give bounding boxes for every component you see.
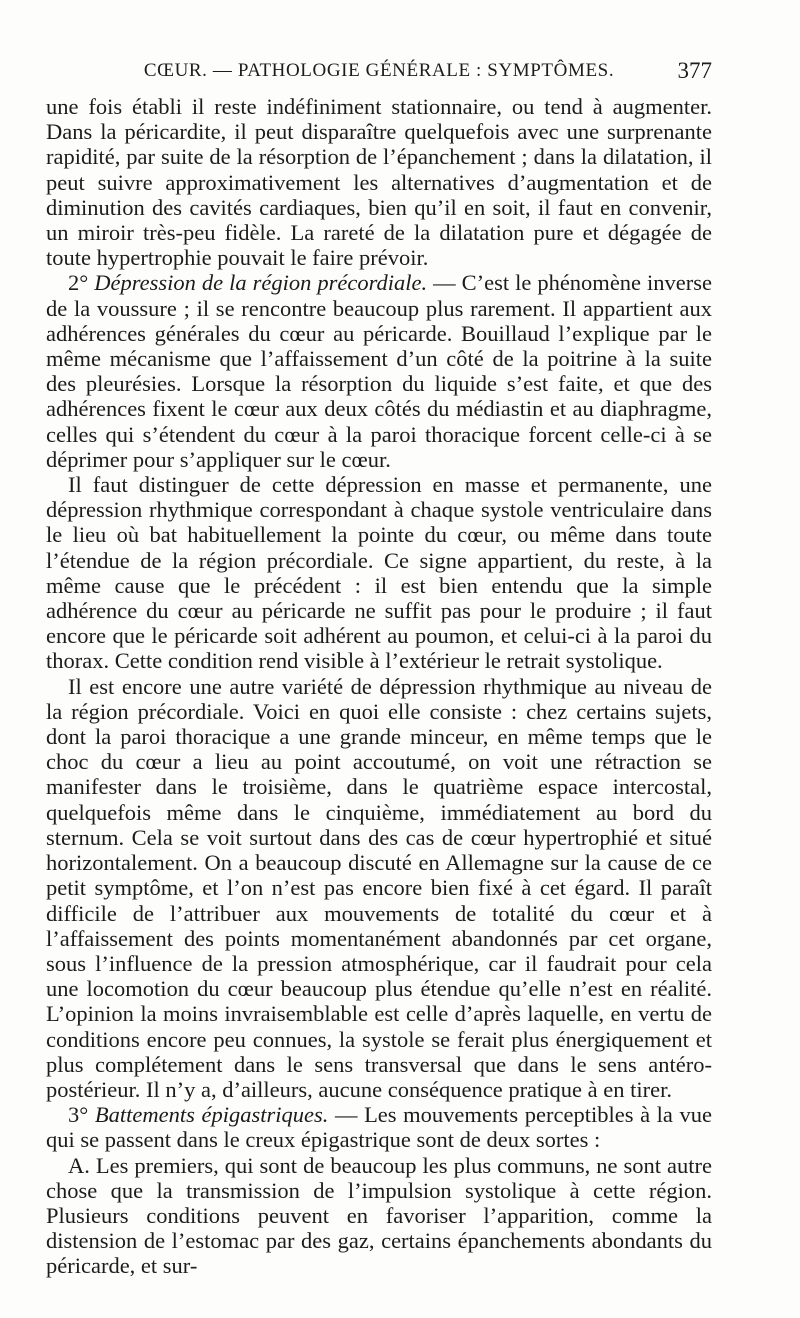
section-heading: Dépression de la région précordiale. [94, 270, 428, 296]
page-header [46, 58, 712, 88]
body-text [46, 94, 712, 1279]
section-number: 3° [68, 1102, 89, 1128]
running-title: CŒUR. — PATHOLOGIE GÉNÉRALE : SYMPTÔMES. [143, 60, 615, 81]
paragraph-rhythmic-depression: Il faut distinguer de cette dépression en masse et permanente, une dépression rhythmique correspondant à chaque systole ventriculaire dans le lieu où bat habituellement la pointe du cœur, ou même dans toute l’étendue de la région précordiale. Ce signe appartient, du reste, à la même cause que le précédent : il est bien entendu que la simple adhérence du cœur au péricarde ne suffit pas pour le produire ; il faut encore que le péricarde soit adhérent au poumon, et celui-ci à la paroi du thorax. Cette condition rend visible à l’extérieur le retrait systolique. [46, 472, 712, 674]
section-number: 2° [68, 270, 89, 296]
paragraph-text: — C’est le phénomène inverse de la voussure ; il se rencontre beaucoup plus rarement. Il appartient aux adhérences générales du cœur au péricarde. Bouillaud l’explique par le même mécanisme que l’affaissement d’un côté de la poitrine à la suite des pleurésies. Lorsque la résorption du liquide s’est faite, et que des adhérences fixent le cœur aux deux côtés du médiastin et au diaphragme, celles qui s’étendent du cœur à la paroi thoracique forcent celle-ci à se déprimer pour s’appliquer sur le cœur. [46, 270, 713, 472]
page-number: 377 [677, 58, 712, 83]
paragraph-other-variety: Il est encore une autre variété de dépression rhythmique au niveau de la région précordiale. Voici en quoi elle consiste : chez certains sujets, dont la paroi thoracique a une grande minceur, en même temps que le choc du cœur a lieu au point accoutumé, on voit une rétraction se manifester dans le troisième, dans le quatrième espace intercostal, quelquefois même dans le cinquième, immédiatement au bord du sternum. Cela se voit surtout dans des cas de cœur hypertrophié et situé horizontalement. On a beaucoup discuté en Allemagne sur la cause de ce petit symptôme, et l’on n’est pas encore bien fixé à cet égard. Il paraît difficile de l’attribuer aux mouvements de totalité du cœur et à l’affaissement des points momentanément abandonnés par cet organe, sous l’influence de la pression atmosphérique, car il faudrait pour cela une locomotion du cœur beaucoup plus étendue qu’elle n’est en réalité. L’opinion la moins invraisemblable est celle d’après laquelle, en vertu de conditions encore peu connues, la systole se ferait plus énergiquement et plus complétement dans le sens transversal que dans le sens antéro-postérieur. Il n’y a, d’ailleurs, aucune conséquence pratique à en tirer. [46, 673, 712, 1102]
paragraph-depression [46, 270, 712, 472]
paragraph-continued: une fois établi il reste indéfiniment stationnaire, ou tend à augmenter. Dans la péricardite, il peut disparaître quelquefois avec une surprenante rapidité, par suite de la résorption de l’épanchement ; dans la dilatation, il peut suivre approximativement les alternatives d’augmentation et de diminution des cavités cardiaques, bien qu’il en soit, il faut en convenir, un miroir très-peu fidèle. La rareté de la dilatation pure et dégagée de toute hypertrophie pouvait le faire prévoir. [46, 94, 712, 271]
paragraph-text: — Les mouvements perceptibles à la vue qui se passent dans le creux épigastrique sont de deux sortes : [46, 1102, 713, 1153]
section-heading: Battements épigastriques. [94, 1102, 329, 1128]
paragraph-epigastric [46, 1102, 712, 1152]
paragraph-first-kind: A. Les premiers, qui sont de beaucoup les plus communs, ne sont autre chose que la transmission de l’impulsion systolique à cette région. Plusieurs conditions peuvent en favoriser l’apparition, comme la distension de l’estomac par des gaz, certains épanchements abondants du péricarde, et sur- [46, 1152, 712, 1279]
